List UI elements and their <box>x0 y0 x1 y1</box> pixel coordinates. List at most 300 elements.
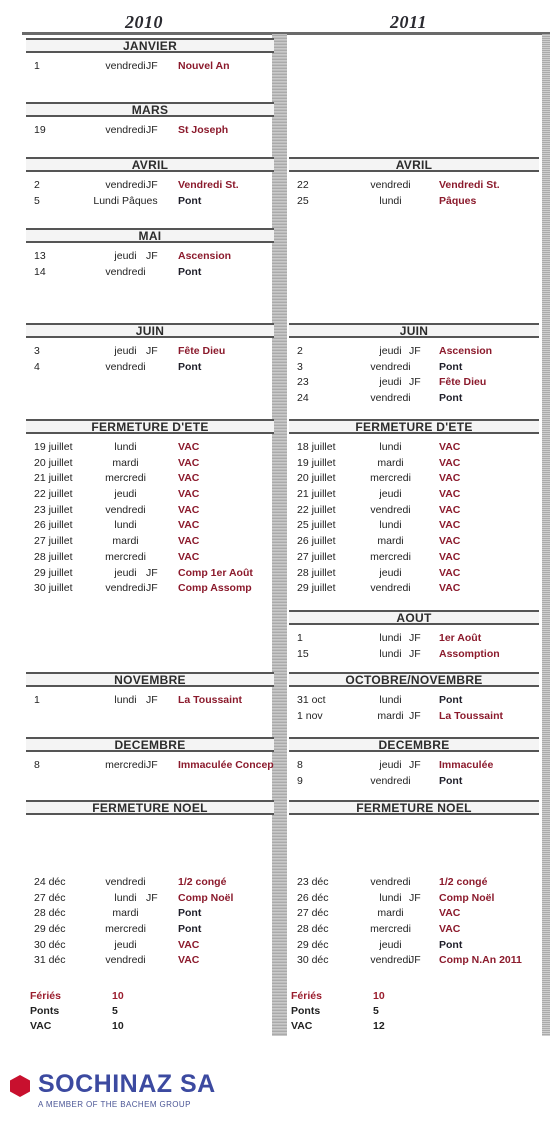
summary-value: 5 <box>112 1005 118 1017</box>
row-weekday: jeudi <box>379 759 402 771</box>
row-date: 25 <box>297 194 309 207</box>
holiday-row <box>289 891 539 907</box>
row-label: Immaculée Concep <box>178 759 274 771</box>
holiday-row <box>289 709 539 725</box>
row-date: 5 <box>34 194 40 207</box>
row-weekday: lundi <box>114 519 137 532</box>
section-janvier <box>26 38 274 75</box>
row-weekday: lundi <box>379 694 402 706</box>
row-weekday: vendredi <box>105 124 146 136</box>
row-date: 21 juillet <box>297 488 336 501</box>
section-header: AVRIL <box>26 157 274 172</box>
row-date: 29 déc <box>297 938 329 951</box>
row-jf-flag: JF <box>146 60 158 72</box>
row-date: 14 <box>34 265 46 278</box>
row-label: Pont <box>439 938 463 951</box>
row-jf-flag: JF <box>409 709 421 722</box>
row-weekday: jeudi <box>379 938 402 951</box>
row-weekday: jeudi <box>379 566 402 579</box>
holiday-row <box>289 953 539 969</box>
row-weekday: vendredi <box>105 360 146 373</box>
row-date: 23 juillet <box>34 503 73 516</box>
holiday-row <box>26 906 274 922</box>
row-date: 23 <box>297 376 309 389</box>
holiday-row <box>289 518 539 534</box>
holiday-row <box>26 891 274 907</box>
row-date: 4 <box>34 360 40 373</box>
summary-label: Fériés <box>30 990 61 1002</box>
row-date: 8 <box>34 759 40 771</box>
row-date: 2 <box>297 345 303 357</box>
summary-line <box>30 1019 230 1034</box>
year-heading-2011: 2011 <box>390 12 428 32</box>
row-jf-flag: JF <box>409 954 421 967</box>
row-label: Ascension <box>439 345 493 357</box>
row-date: 27 déc <box>34 891 66 904</box>
holiday-row <box>26 360 274 376</box>
section-avril <box>26 157 274 209</box>
row-date: 22 <box>297 179 309 191</box>
row-weekday: jeudi <box>114 488 137 501</box>
section-novembre <box>26 672 274 709</box>
row-weekday: jeudi <box>114 250 137 262</box>
section-rows <box>26 172 274 209</box>
row-date: 28 juillet <box>34 550 73 563</box>
row-date: 30 déc <box>34 938 66 951</box>
summary-line <box>291 1019 491 1034</box>
section-header: AOUT <box>289 610 539 625</box>
holiday-row <box>26 265 274 281</box>
section-mars <box>26 102 274 139</box>
row-label: Comp N.An 2011 <box>439 954 522 967</box>
row-date: 31 oct <box>297 694 326 706</box>
section-rows <box>289 625 539 662</box>
row-date: 22 juillet <box>297 503 336 516</box>
row-label: VAC <box>178 441 200 453</box>
row-label: St Joseph <box>178 124 229 136</box>
holiday-row <box>289 194 539 210</box>
row-label: Pont <box>178 907 202 920</box>
row-label: VAC <box>178 456 200 469</box>
row-label: Vendredi St. <box>439 179 500 191</box>
row-date: 29 juillet <box>34 566 73 579</box>
holiday-row <box>289 456 539 472</box>
row-weekday: vendredi <box>370 360 411 373</box>
row-weekday: lundi <box>114 694 137 706</box>
row-weekday: jeudi <box>114 566 137 579</box>
hexagon-logo-icon <box>8 1074 32 1098</box>
section-header: NOVEMBRE <box>26 672 274 687</box>
row-weekday: Lundi Pâques <box>93 194 158 207</box>
holiday-row <box>26 440 274 456</box>
row-label: VAC <box>439 456 461 469</box>
right-edge-rule <box>542 34 550 1036</box>
section-header: OCTOBRE/NOVEMBRE <box>289 672 539 687</box>
row-label: VAC <box>439 535 461 548</box>
row-date: 1 <box>297 632 303 644</box>
row-date: 21 juillet <box>34 472 73 485</box>
holiday-row <box>289 344 539 360</box>
section-rows <box>26 243 274 280</box>
section-header: JANVIER <box>26 38 274 53</box>
row-label: 1/2 congé <box>439 876 488 888</box>
row-weekday: lundi <box>379 441 402 453</box>
row-label: Pont <box>439 360 463 373</box>
holiday-row <box>289 581 539 597</box>
section-rows <box>26 338 274 375</box>
row-weekday: lundi <box>114 441 137 453</box>
row-weekday: lundi <box>379 632 402 644</box>
row-date: 30 déc <box>297 954 329 967</box>
holiday-row <box>289 550 539 566</box>
row-date: 3 <box>34 345 40 357</box>
row-weekday: vendredi <box>370 582 411 595</box>
row-label: Pont <box>178 923 202 936</box>
holiday-row <box>26 693 274 709</box>
section-header: MARS <box>26 102 274 117</box>
row-weekday: mercredi <box>370 923 411 936</box>
holiday-row <box>26 758 274 774</box>
section-header: JUIN <box>26 323 274 338</box>
row-weekday: jeudi <box>114 345 137 357</box>
summary-value: 12 <box>373 1020 385 1032</box>
row-label: Assomption <box>439 647 500 660</box>
row-weekday: lundi <box>114 891 137 904</box>
holiday-row <box>26 938 274 954</box>
summary-line <box>30 989 230 1004</box>
row-date: 19 juillet <box>34 441 73 453</box>
summary-value: 10 <box>112 1020 124 1032</box>
row-label: VAC <box>439 550 461 563</box>
row-weekday: vendredi <box>105 265 146 278</box>
holiday-row <box>26 875 274 891</box>
row-weekday: vendredi <box>105 582 146 595</box>
row-label: Pont <box>178 360 202 373</box>
row-date: 28 déc <box>34 907 66 920</box>
row-jf-flag: JF <box>146 566 158 579</box>
row-label: Comp Noël <box>178 891 234 904</box>
row-weekday: jeudi <box>114 938 137 951</box>
section-fermeture-d-ete <box>26 419 274 597</box>
row-weekday: mardi <box>377 456 404 469</box>
summary-value: 10 <box>373 990 385 1002</box>
section-rows <box>289 815 539 969</box>
section-header: FERMETURE NOEL <box>26 800 274 815</box>
section-rows <box>289 172 539 209</box>
holiday-row <box>289 693 539 709</box>
row-label: VAC <box>178 938 200 951</box>
row-label: VAC <box>178 954 200 967</box>
row-weekday: vendredi <box>370 179 411 191</box>
row-weekday: vendredi <box>370 954 411 967</box>
row-jf-flag: JF <box>146 891 158 904</box>
row-date: 19 juillet <box>297 456 336 469</box>
summary-line <box>291 1004 491 1019</box>
row-weekday: vendredi <box>370 774 411 787</box>
row-jf-flag: JF <box>409 647 421 660</box>
row-date: 22 juillet <box>34 488 73 501</box>
section-header: JUIN <box>289 323 539 338</box>
row-jf-flag: JF <box>146 250 158 262</box>
section-decembre <box>26 737 274 774</box>
holiday-row <box>26 344 274 360</box>
row-weekday: lundi <box>379 647 402 660</box>
row-weekday: mardi <box>112 907 139 920</box>
row-label: VAC <box>178 503 200 516</box>
row-label: Pont <box>178 265 202 278</box>
row-label: La Toussaint <box>439 709 503 722</box>
holiday-row <box>26 581 274 597</box>
row-jf-flag: JF <box>409 376 421 389</box>
row-date: 27 juillet <box>297 550 336 563</box>
row-label: Vendredi St. <box>178 179 239 191</box>
row-label: Pont <box>439 392 463 405</box>
row-label: VAC <box>439 582 461 595</box>
row-jf-flag: JF <box>409 891 421 904</box>
holiday-row <box>26 503 274 519</box>
section-rows <box>26 117 274 139</box>
holiday-row <box>26 566 274 582</box>
row-jf-flag: JF <box>409 759 421 771</box>
summary-2010 <box>30 989 230 1034</box>
row-weekday: mercredi <box>370 550 411 563</box>
row-date: 9 <box>297 774 303 787</box>
holiday-row <box>289 534 539 550</box>
row-jf-flag: JF <box>146 759 158 771</box>
section-rows <box>26 687 274 709</box>
row-label: VAC <box>178 488 200 501</box>
section-header: FERMETURE D'ETE <box>26 419 274 434</box>
holiday-row <box>26 550 274 566</box>
holiday-row <box>289 938 539 954</box>
summary-label: Fériés <box>291 990 322 1002</box>
holiday-row <box>26 922 274 938</box>
row-label: Fête Dieu <box>439 376 487 389</box>
row-jf-flag: JF <box>146 582 158 595</box>
section-header: FERMETURE D'ETE <box>289 419 539 434</box>
summary-line <box>291 989 491 1004</box>
row-date: 24 <box>297 392 309 405</box>
row-weekday: mardi <box>112 535 139 548</box>
row-label: Ascension <box>178 250 232 262</box>
holiday-row <box>26 194 274 210</box>
holiday-row <box>289 178 539 194</box>
row-date: 13 <box>34 250 46 262</box>
row-label: VAC <box>439 519 461 532</box>
row-label: VAC <box>178 535 200 548</box>
row-label: Pont <box>439 774 463 787</box>
row-date: 27 déc <box>297 907 329 920</box>
section-header: DECEMBRE <box>26 737 274 752</box>
section-header: AVRIL <box>289 157 539 172</box>
row-date: 29 déc <box>34 923 66 936</box>
row-date: 31 déc <box>34 954 66 967</box>
row-weekday: lundi <box>379 194 402 207</box>
summary-label: VAC <box>291 1020 313 1032</box>
holiday-row <box>289 906 539 922</box>
row-date: 19 <box>34 124 46 136</box>
row-date: 1 <box>34 60 40 72</box>
section-rows <box>26 53 274 75</box>
row-date: 26 déc <box>297 891 329 904</box>
section-rows <box>26 752 274 774</box>
row-label: VAC <box>439 923 461 936</box>
row-label: Pont <box>178 194 202 207</box>
summary-2011 <box>291 989 491 1034</box>
row-jf-flag: JF <box>146 179 158 191</box>
row-weekday: mardi <box>377 535 404 548</box>
row-label: Comp 1er Août <box>178 566 253 579</box>
row-label: 1/2 congé <box>178 876 227 888</box>
row-date: 20 juillet <box>297 472 336 485</box>
holiday-row <box>289 631 539 647</box>
row-label: Fête Dieu <box>178 345 226 357</box>
row-weekday: lundi <box>379 519 402 532</box>
row-weekday: jeudi <box>379 345 402 357</box>
row-label: VAC <box>439 441 461 453</box>
row-jf-flag: JF <box>146 694 158 706</box>
row-jf-flag: JF <box>146 345 158 357</box>
holiday-row <box>26 534 274 550</box>
holiday-row <box>26 456 274 472</box>
row-weekday: mercredi <box>105 472 146 485</box>
row-weekday: vendredi <box>105 179 146 191</box>
section-rows <box>26 434 274 597</box>
row-date: 30 juillet <box>34 582 73 595</box>
row-date: 1 <box>34 694 40 706</box>
summary-value: 10 <box>112 990 124 1002</box>
row-label: La Toussaint <box>178 694 242 706</box>
row-label: VAC <box>178 519 200 532</box>
row-weekday: vendredi <box>370 876 411 888</box>
holiday-row <box>26 487 274 503</box>
row-weekday: mercredi <box>370 472 411 485</box>
holiday-row <box>289 647 539 663</box>
section-avril <box>289 157 539 209</box>
holiday-row <box>289 922 539 938</box>
row-label: Immaculée <box>439 759 494 771</box>
row-weekday: vendredi <box>370 503 411 516</box>
row-date: 23 déc <box>297 876 329 888</box>
row-weekday: jeudi <box>379 488 402 501</box>
holiday-row <box>289 758 539 774</box>
holiday-row <box>289 440 539 456</box>
holiday-row <box>26 178 274 194</box>
row-date: 28 déc <box>297 923 329 936</box>
row-date: 1 nov <box>297 709 323 722</box>
row-label: VAC <box>439 907 461 920</box>
row-weekday: mercredi <box>105 759 146 771</box>
summary-label: VAC <box>30 1020 52 1032</box>
row-weekday: lundi <box>379 891 402 904</box>
row-date: 27 juillet <box>34 535 73 548</box>
holiday-row <box>26 471 274 487</box>
section-rows <box>289 434 539 597</box>
holiday-row <box>289 471 539 487</box>
column-divider <box>272 34 287 1036</box>
holiday-row <box>26 518 274 534</box>
section-juin <box>289 323 539 407</box>
row-date: 26 juillet <box>297 535 336 548</box>
row-label: VAC <box>439 566 461 579</box>
section-header: DECEMBRE <box>289 737 539 752</box>
row-date: 26 juillet <box>34 519 73 532</box>
row-label: Pont <box>439 694 463 706</box>
row-jf-flag: JF <box>409 345 421 357</box>
holiday-row <box>289 391 539 407</box>
section-juin <box>26 323 274 375</box>
row-date: 29 juillet <box>297 582 336 595</box>
holiday-row <box>289 774 539 790</box>
row-date: 15 <box>297 647 309 660</box>
row-date: 20 juillet <box>34 456 73 469</box>
holiday-row <box>289 375 539 391</box>
holiday-row <box>289 487 539 503</box>
section-octobre-novembre <box>289 672 539 724</box>
row-label: Comp Assomp <box>178 582 252 595</box>
row-weekday: vendredi <box>370 392 411 405</box>
section-aout <box>289 610 539 662</box>
row-label: Nouvel An <box>178 60 230 72</box>
section-header: FERMETURE NOEL <box>289 800 539 815</box>
row-date: 28 juillet <box>297 566 336 579</box>
holiday-row <box>26 953 274 969</box>
holiday-row <box>289 875 539 891</box>
row-label: Pâques <box>439 194 477 207</box>
row-date: 24 déc <box>34 876 66 888</box>
section-decembre <box>289 737 539 789</box>
row-date: 3 <box>297 360 303 373</box>
row-weekday: vendredi <box>105 954 146 967</box>
holiday-row <box>289 360 539 376</box>
year-heading-2010: 2010 <box>125 12 163 32</box>
row-label: VAC <box>439 488 461 501</box>
section-rows <box>289 687 539 724</box>
row-jf-flag: JF <box>146 124 158 136</box>
row-weekday: mercredi <box>105 923 146 936</box>
row-date: 2 <box>34 179 40 191</box>
row-weekday: mardi <box>112 456 139 469</box>
row-date: 25 juillet <box>297 519 336 532</box>
summary-value: 5 <box>373 1005 379 1017</box>
row-label: 1er Août <box>439 632 482 644</box>
summary-label: Ponts <box>30 1005 60 1017</box>
section-fermeture-noel <box>289 800 539 969</box>
section-fermeture-d-ete <box>289 419 539 597</box>
section-rows <box>289 338 539 407</box>
row-label: Comp Noël <box>439 891 495 904</box>
row-label: VAC <box>178 550 200 563</box>
row-weekday: mardi <box>377 709 404 722</box>
company-logo <box>8 1070 268 1114</box>
section-fermeture-noel <box>26 800 274 969</box>
row-label: VAC <box>439 503 461 516</box>
row-weekday: vendredi <box>105 60 146 72</box>
section-rows <box>289 752 539 789</box>
row-weekday: mercredi <box>105 550 146 563</box>
holiday-row <box>26 249 274 265</box>
company-tagline: A MEMBER OF THE BACHEM GROUP <box>38 1100 191 1109</box>
holiday-row <box>289 566 539 582</box>
row-weekday: jeudi <box>379 376 402 389</box>
section-header: MAI <box>26 228 274 243</box>
holiday-row <box>289 503 539 519</box>
row-label: VAC <box>439 472 461 485</box>
row-jf-flag: JF <box>409 632 421 644</box>
section-rows <box>26 815 274 969</box>
summary-label: Ponts <box>291 1005 321 1017</box>
company-name: SOCHINAZ SA <box>38 1070 216 1098</box>
